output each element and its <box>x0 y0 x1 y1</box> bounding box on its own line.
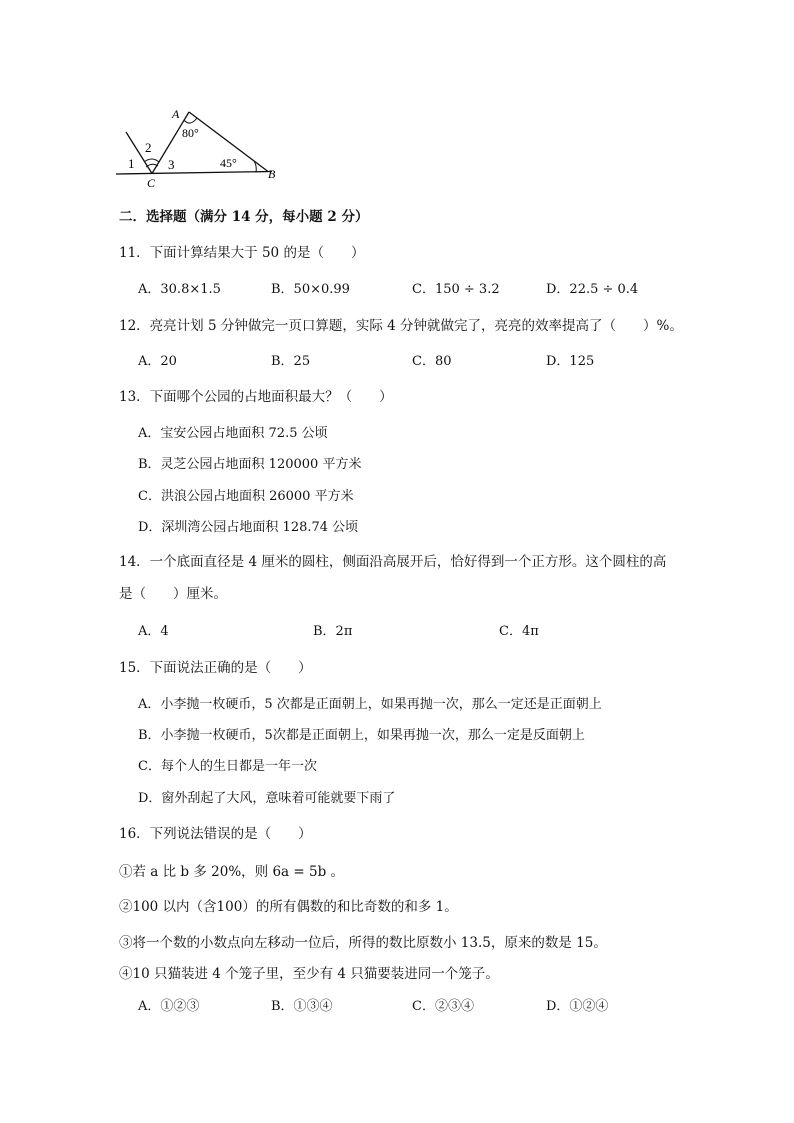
option-b[interactable]: B．25 <box>271 354 311 369</box>
option-d[interactable]: D．①②④ <box>546 999 609 1014</box>
option-a[interactable]: A．①②③ <box>138 999 200 1014</box>
angle-arc-a <box>184 118 197 123</box>
question-15-stem: 15．下面说法正确的是（ ） <box>119 660 312 676</box>
question-12-stem: 12．亮亮计划 5 分钟做完一页口算题，实际 4 分钟就做完了，亮亮的效率提高了（ ）%。 <box>119 318 683 334</box>
option-a[interactable]: A．30.8×1.5 <box>138 282 221 297</box>
statement-2: ②100 以内（含100）的所有偶数的和比奇数的和多 1。 <box>119 899 458 915</box>
question-11-stem: 11．下面计算结果大于 50 的是（ ） <box>119 245 365 261</box>
statement-1: ①若 a 比 b 多 20%，则 6a = 5b 。 <box>119 864 344 880</box>
option-c[interactable]: C．150 ÷ 3.2 <box>412 282 500 297</box>
option-c[interactable]: C．80 <box>412 354 452 369</box>
statement-3: ③将一个数的小数点向左移动一位后，所得的数比原数小 13.5，原来的数是 15。 <box>119 935 607 951</box>
label-a: A <box>172 107 180 121</box>
option-a[interactable]: A．宝安公园占地面积 72.5 公顷 <box>138 426 328 441</box>
option-b[interactable]: B．灵芝公园占地面积 120000 平方米 <box>138 457 362 472</box>
option-d[interactable]: D．窗外刮起了大风，意味着可能就要下雨了 <box>138 791 396 806</box>
angle-arc-c <box>144 159 159 162</box>
base-line <box>116 172 272 175</box>
question-14-stem: 14．一个底面直径是 4 厘米的圆柱，侧面沿高展开后，恰好得到一个正方形。这个圆柱的高 <box>119 554 667 570</box>
label-b: B <box>268 167 276 181</box>
option-c[interactable]: C．每个人的生日都是一年一次 <box>138 759 317 774</box>
option-d[interactable]: D．深圳湾公园占地面积 128.74 公顷 <box>138 520 359 535</box>
label-angle-b: 45° <box>220 156 237 170</box>
label-angle-a: 80° <box>182 126 199 140</box>
option-b[interactable]: B．①③④ <box>271 999 333 1014</box>
label-2: 2 <box>145 140 152 155</box>
section-title: 二．选择题（满分 14 分，每小题 2 分） <box>119 209 369 225</box>
question-13-stem: 13．下面哪个公园的占地面积最大？（ ） <box>119 389 393 405</box>
triangle-figure <box>112 100 292 192</box>
statement-4: ④10 只猫装进 4 个笼子里，至少有 4 只猫要装进同一个笼子。 <box>119 966 499 982</box>
option-b[interactable]: B．2π <box>313 624 353 639</box>
label-c: C <box>147 176 156 190</box>
option-c[interactable]: C．4π <box>499 624 539 639</box>
label-3: 3 <box>168 157 175 172</box>
label-1: 1 <box>128 156 135 171</box>
option-a[interactable]: A．小李抛一枚硬币，5 次都是正面朝上，如果再抛一次，那么一定还是正面朝上 <box>138 697 602 712</box>
option-d[interactable]: D．22.5 ÷ 0.4 <box>546 282 639 297</box>
option-a[interactable]: A．4 <box>138 624 169 639</box>
option-d[interactable]: D．125 <box>546 354 595 369</box>
question-16-stem: 16．下列说法错误的是（ ） <box>119 826 312 842</box>
option-c[interactable]: C．②③④ <box>412 999 474 1014</box>
option-a[interactable]: A．20 <box>138 354 177 369</box>
question-14-stem-continued: 是（ ）厘米。 <box>119 586 227 602</box>
option-b[interactable]: B．50×0.99 <box>271 282 350 297</box>
option-b[interactable]: B．小李抛一枚硬币，5次都是正面朝上，如果再抛一次，那么一定是反面朝上 <box>138 728 585 743</box>
option-c[interactable]: C．洪浪公园占地面积 26000 平方米 <box>138 489 354 504</box>
